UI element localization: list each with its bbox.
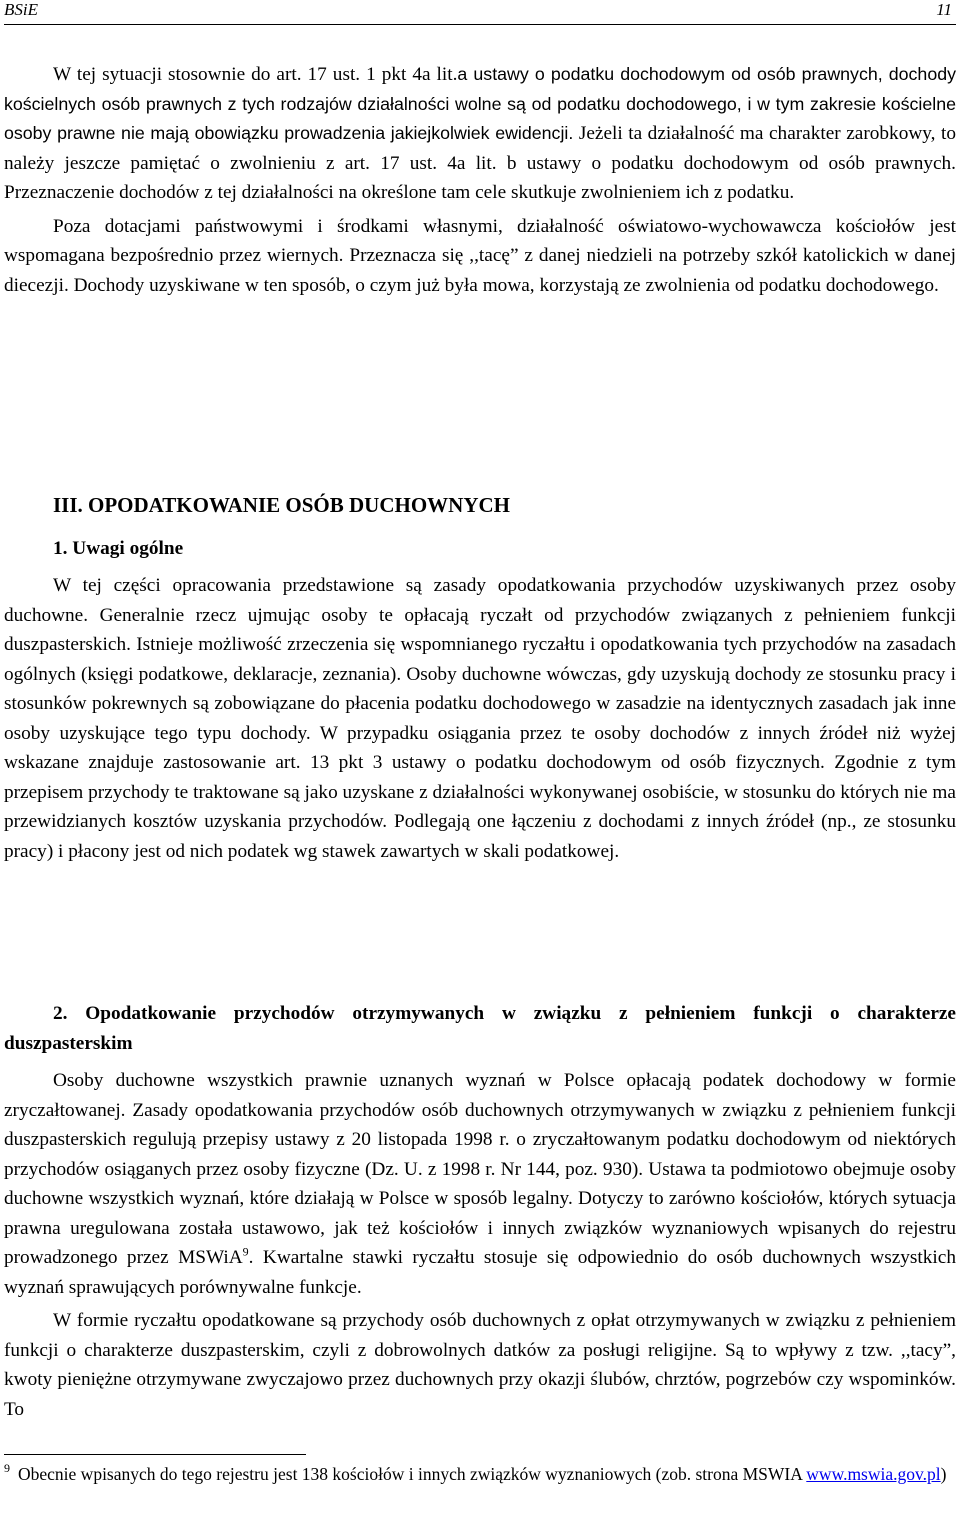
paragraph-text: W tej sytuacji stosownie do art. 17 ust. 1 pkt 4a lit. [53,64,458,85]
paragraph: Poza dotacjami państwowymi i środkami własnymi, działalność oświatowo-wychowawcza kościołów jest wspomagana bezpośrednio przez wiernych. Przeznacza się ,,tacę” z danej niedzieli na potrzeby szkół katolickich w danej diecezji. Dochody uzyskiwane w ten sposób, o czym już była mowa, korzystają ze zwolnienia od podatku dochodowego. [4,215,956,296]
footnote-text-end: ) [940,1464,947,1484]
footnote-link[interactable]: www.mswia.gov.pl [806,1464,941,1484]
footnote-text: Obecnie wpisanych do tego rejestru jest 138 kościołów i innych związków wyznaniowych (zob. strona MSWIA [18,1464,807,1484]
footnote [4,1462,956,1489]
section-heading: III. OPODATKOWANIE OSÓB DUCHOWNYCH [53,493,510,517]
paragraph [4,60,956,208]
page-content [4,60,956,1420]
page-number: 11 [936,0,952,19]
journal-abbrev: BSiE [4,0,38,19]
running-header [4,0,956,25]
paragraph-text: a ustawy o podatku dochodowym od osób prawnych, dochody kościelnych osób prawnych z tych rodzajów działalności wolne są od podatku dochodowego, i w tym zakresie kościelne osoby prawne nie mają obowiązku prowadzenia jakiejkolwiek ewidencji. [4,64,956,143]
paragraph-text: Osoby duchowne wszystkich prawnie uznanych wyznań w Polsce opłacają podatek dochodowy w formie zryczałtowanej. Zasady opodatkowania przychodów osób duchownych otrzymywanych w związku z pełnieniem funkcji duszpasterskich regulują przepisy ustawy z 20 listopada 1998 r. o zryczałtowanym podatku dochodowym od niektórych przychodów osiąganych przez osoby fizyczne (Dz. U. z 1998 r. Nr 144, poz. 930). Ustawa ta podmiotowo obejmuje osoby duchowne wszystkich wyznań, które działają w Polsce w sposób legalny. Dotyczy to zarówno kościołów, których sytuacja prawna uregulowana została ustawowo, jak też kościołów i innych związków wyznaniowych wpisanych do rejestru prowadzonego przez MSWiA [4,1070,956,1268]
paragraph [4,1066,956,1302]
paragraph: W tej części opracowania przedstawione są zasady opodatkowania przychodów uzyskiwanych przez osoby duchowne. Generalnie rzecz ujmując osoby te opłacają ryczałt od przychodów związanych z pełnieniem funkcji duszpasterskich. Istnieje możliwość zrzeczenia się wspomnianego ryczałtu i opodatkowania tych przychodów na zasadach ogólnych (księgi podatkowe, deklaracje, zeznania). Osoby duchowne wówczas, gdy uzyskują dochody ze stosunku pracy i stosunków pokrewnych są zobowiązane do płacenia podatku dochodowego w zasadzie na identycznych zasadach jak inne osoby uzyskujące tego typu dochody. W przypadku osiągania przez te osoby dochodów z innych źródeł niż wyżej wskazane znajduje zastosowanie art. 13 pkt 3 ustawy o podatku dochodowym od osób fizycznych. Zgodnie z tym przepisem przychody te traktowane są jako uzyskane z działalności wykonywanej osobiście, w stosunku do których nie ma przewidzianych kosztów uzyskania przychodów. Podlegają one łączeniu z dochodami z innych źródeł (np., ze stosunku pracy) i płacony jest od nich podatek wg stawek zawartych w skali podatkowej. [4,575,956,862]
paragraph-text: . Kwartalne stawki ryczałtu stosuje się odpowiednio do osób duchownych wszystkich wyznań sprawujących porównywalne funkcje. [4,1247,956,1298]
footnote-number: 9 [4,1461,10,1475]
subsection-1-body [4,571,956,866]
paragraph: W formie ryczałtu opodatkowane są przychody osób duchownych z opłat otrzymywanych w związku z pełnieniem funkcji o charakterze duszpasterskim, czyli z dobrowolnych datków za posługi religijne. Są to wpływy z tzw. ,,tacy”, kwoty pieniężne otrzymywane zwyczajowo przez duchownych przy okazji ślubów, chrztów, pogrzebów czy wspominków. To [4,1310,956,1420]
footnote-separator [4,1454,306,1455]
subsection-2-body [4,1066,956,1424]
subsection-heading: 2. Opodatkowanie przychodów otrzymywanych w związku z pełnieniem funkcji o charakterze duszpasterskim [4,1003,956,1054]
subsection-heading: 1. Uwagi ogólne [53,538,184,559]
footnote-ref[interactable]: 9 [242,1244,249,1259]
paragraph-text: Jeżeli ta działalność ma charakter zarobkowy, to należy jeszcze pamiętać o zwolnieniu z art. 17 ust. 4a lit. b ustawy o podatku dochodowym od osób prawnych. Przeznaczenie dochodów z tej działalności na określone tam cele skutkuje zwolnieniem ich z podatku. [4,123,956,203]
